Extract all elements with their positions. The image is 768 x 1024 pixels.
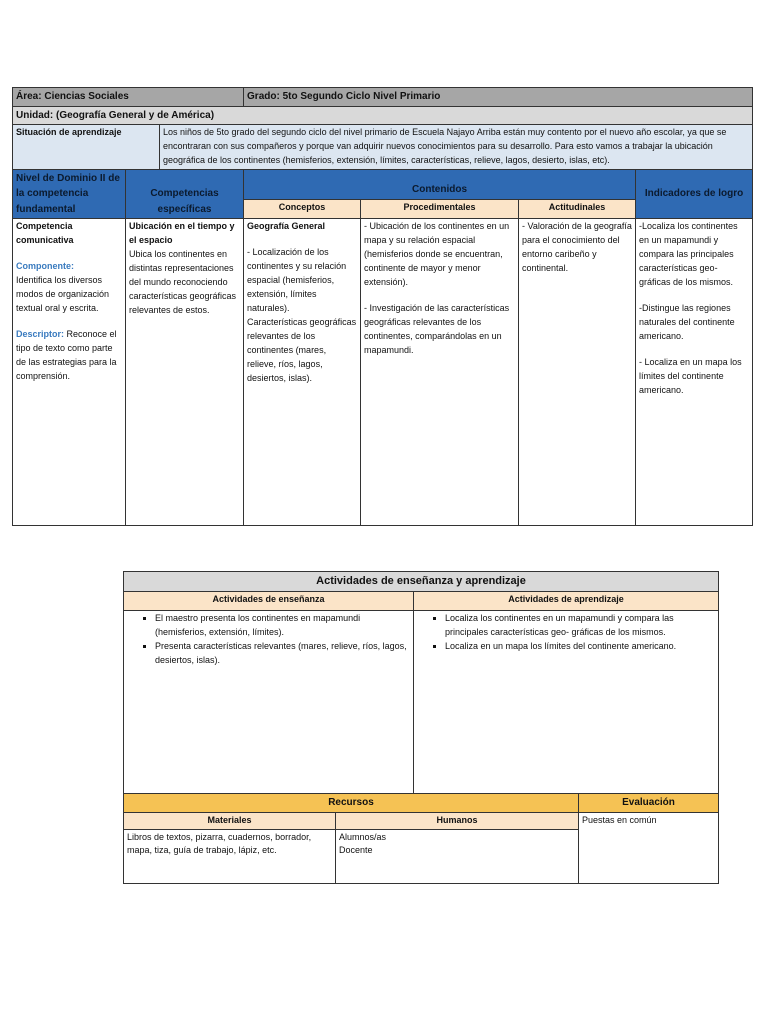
human-resources-header: Humanos	[336, 812, 579, 829]
area-label: Área: Ciencias Sociales	[13, 88, 244, 107]
attitudinal-header: Actitudinales	[519, 199, 636, 219]
descriptor-text: Reconoce el tipo de texto como parte de las estrategias para la comprensión.	[16, 328, 117, 381]
attitudinal-cell	[519, 219, 636, 526]
human-resource-teacher: Docente	[339, 845, 373, 856]
indicator-3: - Localiza en un mapa los límites del continente americano.	[639, 356, 742, 395]
list-item: ▪ El maestro presenta los continentes en mapamundi (hemisferios, extensión, límites).	[155, 612, 410, 640]
specific-competency-text: Ubica los continentes en distintas representaciones del mundo reconociendo características geográficas relevantes de estos.	[129, 249, 237, 315]
indicator-2: -Distingue las regiones naturales del continente americano.	[639, 303, 735, 341]
attitudinal-text: - Valoración de la geografía para el conocimiento del entorno caribeño y continental.	[522, 221, 632, 274]
learning-activities-header: Actividades de aprendizaje	[414, 592, 719, 611]
human-resources-cell	[336, 829, 579, 883]
activities-title: Actividades de enseñanza y aprendizaje	[124, 572, 719, 592]
specific-competencies-header: Competencias específicas	[126, 169, 244, 219]
concepts-title: Geografía General	[247, 221, 326, 232]
concepts-text-2: Características geográficas relevantes de los continentes (mares, relieve, ríos, lagos, desiertos, islas).	[247, 316, 357, 383]
competency-cell	[13, 219, 126, 526]
unit-label: Unidad: (Geografía General y de América)	[13, 106, 753, 125]
teaching-activities-cell	[124, 611, 414, 794]
materials-header: Materiales	[124, 812, 336, 829]
procedural-cell	[361, 219, 519, 526]
activities-table	[123, 571, 719, 884]
procedural-header: Procedimentales	[361, 199, 519, 219]
dominion-level-header: Nivel de Dominio II de la competencia fundamental	[13, 169, 126, 219]
specific-competency-title: Ubicación en el tiempo y el espacio	[129, 221, 235, 246]
procedural-item-1: - Ubicación de los continentes en un mapa y su relación espacial (hemisferios donde se encuentran, continente de mayor y menor extensión).	[364, 221, 510, 288]
contents-header: Contenidos	[244, 169, 636, 199]
list-item: ▪ Localiza los continentes en un mapamundi y compara las principales características geo- gráficas de los mismos.	[445, 612, 715, 640]
list-item: ▪ Localiza en un mapa los límites del continente americano.	[445, 640, 715, 654]
concepts-cell	[244, 219, 361, 526]
human-resource-students: Alumnos/as	[339, 831, 387, 842]
situation-text: Los niños de 5to grado del segundo ciclo del nivel primario de Escuela Najayo Arriba están muy contento por el nuevo año escolar, ya que se encontraran con sus compañeros y porque van adquirir nuevos conocimientos para su desarrollo. Para esto vamos a trabajar la ubicación geográfica de los continentes (hemisferios, extensión, límites, características, relieve, lagos, desierto, islas, etc).	[160, 125, 753, 170]
list-item: ▪ Presenta características relevantes (mares, relieve, ríos, lagos, desiertos, islas).	[155, 640, 410, 668]
competency-title: Competencia comunicativa	[16, 221, 74, 246]
component-label: Componente:	[16, 261, 74, 272]
planning-table	[12, 87, 753, 526]
materials-cell: Libros de textos, pizarra, cuadernos, borrador, mapa, tiza, guía de trabajo, lápiz, etc.	[124, 829, 336, 883]
descriptor-label: Descriptor:	[16, 328, 65, 339]
indicator-1: -Localiza los continentes en un mapamundi y compara las principales características geo-gráficas de los mismos.	[639, 221, 738, 288]
concepts-text: - Localización de los continentes y su relación espacial (hemisferios, extensión, límites naturales).	[247, 247, 347, 313]
resources-header: Recursos	[124, 794, 579, 813]
indicators-header: Indicadores de logro	[636, 169, 753, 219]
evaluation-header: Evaluación	[579, 794, 719, 813]
learning-activities-cell	[414, 611, 719, 794]
situation-label: Situación de aprendizaje	[13, 125, 160, 170]
specific-competency-cell	[126, 219, 244, 526]
concepts-header: Conceptos	[244, 199, 361, 219]
procedural-item-2: - Investigación de las características geográficas relevantes de los continentes, comparándolas en un mapamundi.	[364, 303, 510, 355]
component-text: Identifica los diversos modos de organización textual oral y escrita.	[16, 275, 110, 313]
grade-label: Grado: 5to Segundo Ciclo Nivel Primario	[244, 88, 753, 107]
teaching-activities-header: Actividades de enseñanza	[124, 592, 414, 611]
indicators-cell	[636, 219, 753, 526]
evaluation-cell: Puestas en común	[579, 812, 719, 883]
